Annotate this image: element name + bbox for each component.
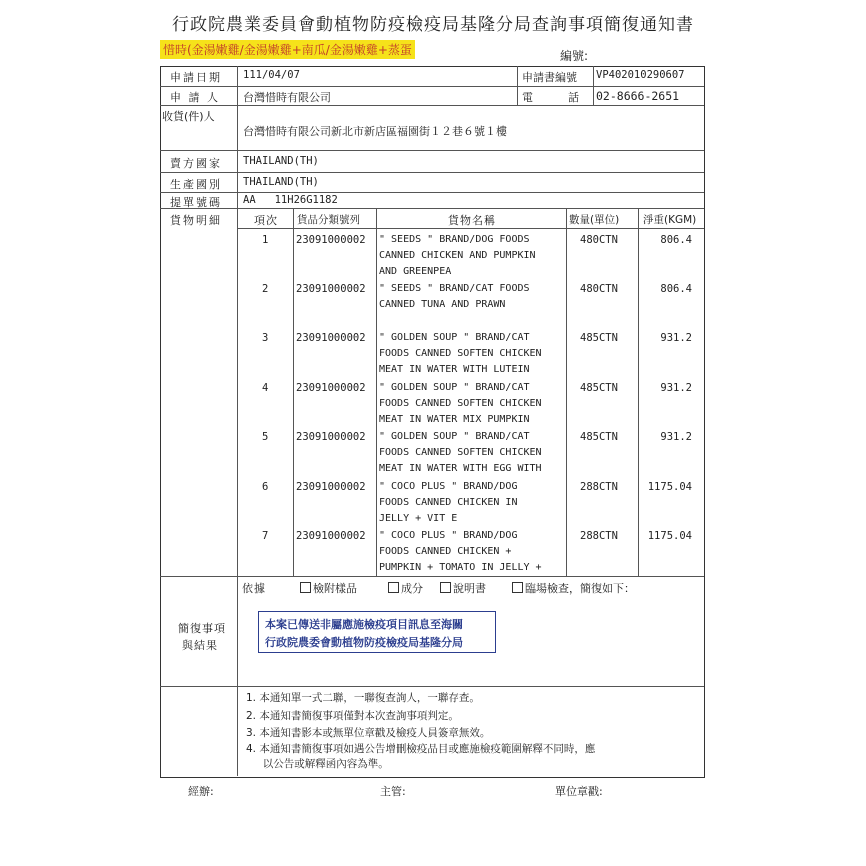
row-goods-name-line: FOODS CANNED CHICKEN + xyxy=(379,546,512,557)
header-net-weight: 淨重(KGM) xyxy=(643,214,697,226)
phone-label: 電 話 xyxy=(522,91,579,104)
row-goods-name-line: MEAT IN WATER WITH LUTEIN xyxy=(379,364,530,375)
highlighted-product-note: 惜時(金湯嫩雞/金湯嫩雞+南瓜/金湯嫩雞+蒸蛋 xyxy=(160,40,415,59)
row-quantity: 288CTN xyxy=(580,481,618,493)
reply-label-line1: 簡復事項 xyxy=(178,622,226,635)
row-quantity: 480CTN xyxy=(580,283,618,295)
row-goods-name-line: " GOLDEN SOUP " BRAND/CAT xyxy=(379,382,530,393)
column-divider xyxy=(593,66,594,106)
row-goods-name-line: CANNED CHICKEN AND PUMPKIN xyxy=(379,250,536,261)
header-quantity: 數量(單位) xyxy=(569,214,620,226)
row-tariff-code: 23091000002 xyxy=(296,481,366,493)
row-goods-name-line: FOODS CANNED SOFTEN CHICKEN xyxy=(379,398,542,409)
bill-of-lading-label: 提單號碼 xyxy=(170,196,222,209)
row-tariff-code: 23091000002 xyxy=(296,234,366,246)
header-item-no: 項次 xyxy=(254,214,278,227)
serial-number-label: 編號: xyxy=(560,49,589,63)
seller-country-label: 賣方國家 xyxy=(170,157,222,170)
row-tariff-code: 23091000002 xyxy=(296,332,366,344)
row-goods-name-line: FOODS CANNED CHICKEN IN xyxy=(379,497,518,508)
row-divider xyxy=(160,192,704,193)
row-quantity: 485CTN xyxy=(580,431,618,443)
row-net-weight: 931.2 xyxy=(660,332,692,344)
row-goods-name-line: CANNED TUNA AND PRAWN xyxy=(379,299,506,310)
supervisor-signature-label: 主管: xyxy=(380,785,406,798)
row-goods-name-line: " SEEDS " BRAND/CAT FOODS xyxy=(379,283,530,294)
row-goods-name-line: MEAT IN WATER WITH EGG WITH xyxy=(379,463,542,474)
phone-value: 02-8666-2651 xyxy=(596,89,680,103)
row-goods-name-line: " COCO PLUS " BRAND/DOG xyxy=(379,481,518,492)
option-sample: 檢附樣品 xyxy=(300,580,357,596)
row-goods-name-line: " GOLDEN SOUP " BRAND/CAT xyxy=(379,431,530,442)
apply-date-label: 申請日期 xyxy=(170,71,222,84)
row-tariff-code: 23091000002 xyxy=(296,530,366,542)
row-goods-name-line: JELLY + VIT E xyxy=(379,513,458,524)
row-quantity: 485CTN xyxy=(580,332,618,344)
table-header-divider xyxy=(237,228,704,229)
note-1: 1. 本通知單一式二聯，一聯復查詢人，一聯存查。 xyxy=(246,692,480,704)
row-net-weight: 931.2 xyxy=(660,431,692,443)
row-tariff-code: 23091000002 xyxy=(296,283,366,295)
label-column-divider xyxy=(237,66,238,776)
consignee-label: 收貨(件)人 xyxy=(162,110,215,123)
row-quantity: 485CTN xyxy=(580,382,618,394)
row-divider xyxy=(160,86,704,87)
origin-country-value: THAILAND(TH) xyxy=(243,176,319,188)
column-divider xyxy=(376,208,377,576)
form-number-label: 申請書編號 xyxy=(522,71,577,84)
row-net-weight: 1175.04 xyxy=(647,481,692,493)
checkbox-sample[interactable] xyxy=(300,582,311,593)
stamp-line2: 行政院農委會動植物防疫檢疫局基隆分局 xyxy=(265,636,463,649)
applicant-value: 台灣惜時有限公司 xyxy=(243,91,331,104)
row-item-number: 5 xyxy=(262,431,269,443)
checkbox-on-site-inspection[interactable] xyxy=(512,582,523,593)
goods-details-label: 貨物明細 xyxy=(170,214,222,227)
seller-country-value: THAILAND(TH) xyxy=(243,155,319,167)
option-on-site-inspection: 臨場檢查，簡復如下： xyxy=(512,580,635,596)
row-tariff-code: 23091000002 xyxy=(296,431,366,443)
stamp-line1: 本案已傳送非屬應施檢疫項目訊息至海關 xyxy=(265,618,463,631)
row-divider xyxy=(160,208,704,209)
consignee-value: 台灣惜時有限公司新北市新店區福園街１２巷６號１樓 xyxy=(243,125,507,138)
row-item-number: 3 xyxy=(262,332,269,344)
row-divider xyxy=(160,150,704,151)
handler-signature-label: 經辦: xyxy=(188,785,214,798)
note-3: 3. 本通知書影本或無單位章戳及檢疫人員簽章無效。 xyxy=(246,727,491,739)
reply-label-line2: 與結果 xyxy=(182,639,218,652)
row-net-weight: 1175.04 xyxy=(647,530,692,542)
row-goods-name-line: FOODS CANNED SOFTEN CHICKEN xyxy=(379,447,542,458)
form-number-value: VP402010290607 xyxy=(596,69,685,81)
header-goods-name: 貨物名稱 xyxy=(448,214,496,227)
row-goods-name-line: " GOLDEN SOUP " BRAND/CAT xyxy=(379,332,530,343)
row-goods-name-line: " SEEDS " BRAND/DOG FOODS xyxy=(379,234,530,245)
row-item-number: 7 xyxy=(262,530,269,542)
row-net-weight: 931.2 xyxy=(660,382,692,394)
column-divider xyxy=(517,66,518,106)
row-goods-name-line: MEAT IN WATER MIX PUMPKIN xyxy=(379,414,530,425)
checkbox-ingredients[interactable] xyxy=(388,582,399,593)
unit-seal-label: 單位章戳: xyxy=(555,785,603,798)
origin-country-label: 生產國別 xyxy=(170,178,222,191)
row-goods-name-line: PUMPKIN + TOMATO IN JELLY + xyxy=(379,562,542,573)
row-tariff-code: 23091000002 xyxy=(296,382,366,394)
column-divider xyxy=(293,208,294,576)
official-stamp xyxy=(258,611,496,653)
bill-of-lading-value: AA 11H26G1182 xyxy=(243,194,338,206)
option-manual: 說明書 xyxy=(440,580,486,596)
apply-date-value: 111/04/07 xyxy=(243,69,300,81)
basis-label: 依據 xyxy=(242,582,266,595)
row-item-number: 2 xyxy=(262,283,269,295)
column-divider xyxy=(566,208,567,576)
applicant-label: 申 請 人 xyxy=(170,91,220,104)
row-quantity: 288CTN xyxy=(580,530,618,542)
note-4-continued: 以公告或解釋函內容為準。 xyxy=(246,758,389,770)
header-tariff-code: 貨品分類號列 xyxy=(297,214,360,226)
column-divider xyxy=(638,208,639,576)
row-goods-name-line: " COCO PLUS " BRAND/DOG xyxy=(379,530,518,541)
row-item-number: 6 xyxy=(262,481,269,493)
row-net-weight: 806.4 xyxy=(660,234,692,246)
row-net-weight: 806.4 xyxy=(660,283,692,295)
option-ingredients: 成分 xyxy=(388,580,423,596)
row-divider xyxy=(160,105,704,106)
row-item-number: 1 xyxy=(262,234,269,246)
checkbox-manual[interactable] xyxy=(440,582,451,593)
document-title: 行政院農業委員會動植物防疫檢疫局基隆分局查詢事項簡復通知書 xyxy=(172,15,694,35)
row-quantity: 480CTN xyxy=(580,234,618,246)
row-goods-name-line: AND GREENPEA xyxy=(379,266,452,277)
row-divider xyxy=(160,576,704,577)
row-goods-name-line: FOODS CANNED SOFTEN CHICKEN xyxy=(379,348,542,359)
note-4: 4. 本通知書簡復事項如遇公告增刪檢疫品目或應施檢疫範圍解釋不同時，應 xyxy=(246,743,596,755)
row-divider xyxy=(160,172,704,173)
note-2: 2. 本通知書簡復事項僅對本次查詢事項判定。 xyxy=(246,710,459,722)
row-divider xyxy=(160,686,704,687)
row-item-number: 4 xyxy=(262,382,269,394)
